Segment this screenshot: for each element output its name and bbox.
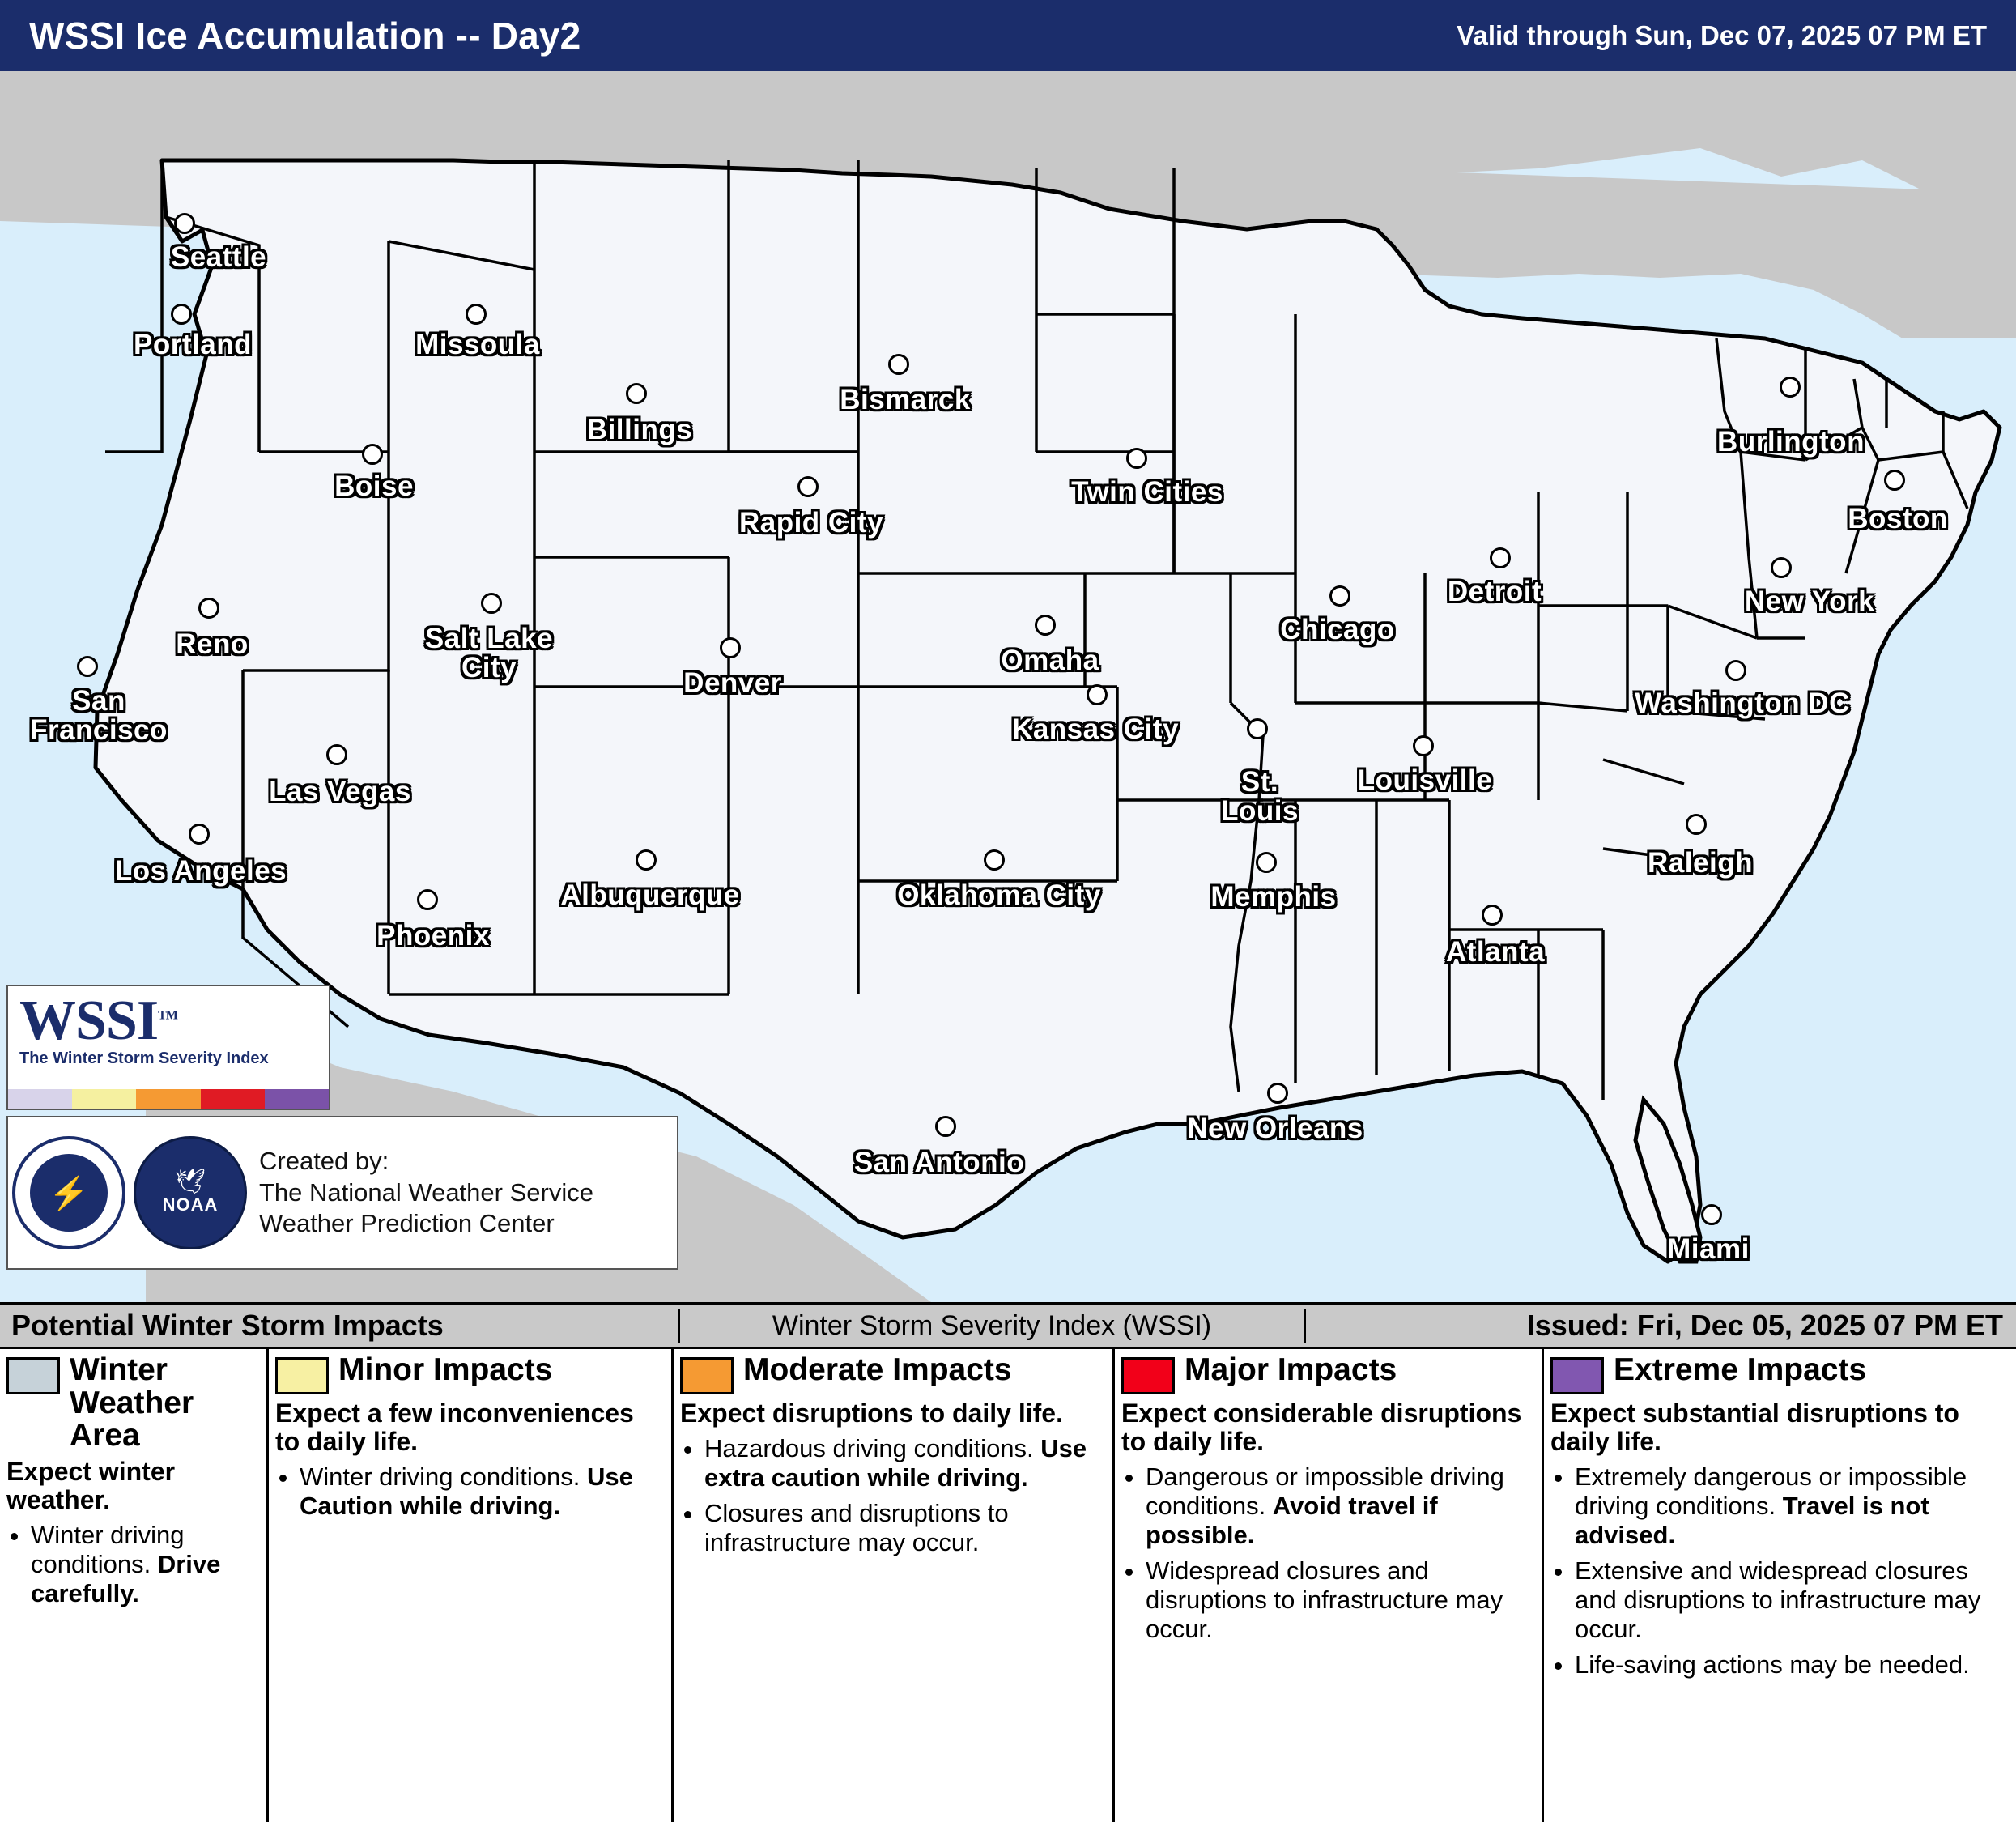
city-dot (189, 824, 210, 845)
credit-line-2: The National Weather Service (259, 1177, 593, 1207)
city-label: Boise (334, 470, 414, 502)
legend-item-emphasis: Use Caution while driving. (300, 1462, 633, 1521)
city-label: Salt Lake City (424, 623, 554, 683)
city-label: Burlington (1717, 426, 1865, 458)
city-dot (636, 849, 657, 871)
city-dot (1126, 448, 1147, 469)
legend-bullet-item (704, 1434, 1106, 1492)
legend-item-text: Extensive and widespread closures and disruptions to infrastructure may occur. (1575, 1556, 1981, 1644)
city-label: Denver (683, 667, 782, 699)
impacts-subheader (0, 1302, 2016, 1349)
city-label: Atlanta (1445, 936, 1546, 968)
legend-bullet-item (31, 1521, 260, 1608)
legend-column (1544, 1349, 2016, 1822)
city-dot (1087, 684, 1108, 705)
city-dot (720, 637, 741, 658)
map-canvas[interactable] (0, 71, 2016, 1302)
legend-column (0, 1349, 269, 1822)
city-label: Phoenix (376, 920, 490, 951)
city-dot (1686, 814, 1707, 835)
city-label: Los Angeles (114, 855, 287, 887)
legend-subtitle: Expect disruptions to daily life. (680, 1398, 1063, 1428)
legend-bullet-item (1575, 1650, 2010, 1679)
city-label: Twin Cities (1071, 476, 1223, 508)
legend-bullet-list (680, 1434, 1106, 1557)
city-label: Missoula (415, 329, 540, 360)
city-dot (1035, 615, 1056, 636)
city-dot (326, 744, 347, 765)
legend-color-swatch (1550, 1357, 1604, 1394)
legend-bullet-item (300, 1462, 665, 1521)
legend-column (1115, 1349, 1544, 1822)
city-dot (1247, 718, 1268, 739)
wssi-logo (6, 985, 330, 1110)
legend-item-emphasis: Use extra caution while driving. (704, 1434, 1087, 1492)
city-dot (1256, 852, 1277, 873)
city-dot (1884, 470, 1905, 491)
city-label: Albuquerque (560, 879, 740, 911)
agency-logos (8, 1117, 251, 1268)
legend-item-emphasis: Travel is not advised. (1575, 1492, 1929, 1550)
city-dot (1413, 735, 1434, 756)
city-dot (1490, 547, 1511, 568)
city-label: Kansas City (1012, 713, 1179, 745)
city-label: Detroit (1447, 576, 1542, 607)
page-header (0, 0, 2016, 71)
city-label: St. Louis (1221, 766, 1299, 827)
legend-title: Moderate Impacts (743, 1352, 1012, 1387)
issued-label: Issued: Fri, Dec 05, 2025 07 PM ET (1304, 1309, 2016, 1343)
legend-column (269, 1349, 674, 1822)
legend-color-swatch (6, 1357, 60, 1394)
wssi-trademark: TM (158, 1008, 177, 1023)
city-label: Seattle (170, 241, 267, 273)
city-dot (481, 593, 502, 614)
city-dot (935, 1116, 956, 1137)
city-label: Reno (176, 628, 249, 660)
legend-color-swatch (1121, 1357, 1175, 1394)
city-label: Boston (1848, 503, 1948, 534)
legend-bullet-list (1121, 1462, 1535, 1644)
city-label: Bismarck (840, 384, 971, 415)
legend-item-text: Extremely dangerous or impossible driving conditions. (1575, 1462, 1967, 1521)
legend-column (674, 1349, 1115, 1822)
legend-subtitle: Expect substantial disruptions to daily life. (1550, 1398, 1959, 1457)
legend-item-text: Winter driving conditions. (300, 1462, 587, 1492)
legend-title: Extreme Impacts (1614, 1352, 1867, 1387)
city-dot (1701, 1204, 1722, 1225)
credit-box (6, 1116, 678, 1270)
city-label: Miami (1667, 1233, 1750, 1265)
city-label: New York (1744, 585, 1875, 617)
city-label: Rapid City (738, 507, 884, 539)
city-dot (626, 383, 647, 404)
credit-line-3: Weather Prediction Center (259, 1209, 555, 1238)
city-dot (198, 598, 219, 619)
city-dot (888, 354, 909, 375)
city-label: Louisville (1357, 764, 1493, 796)
city-label: New Orleans (1187, 1113, 1363, 1144)
city-label: Washington DC (1635, 688, 1850, 719)
legend-title: Minor Impacts (338, 1352, 553, 1387)
nws-seal-icon: ⚡ (12, 1136, 125, 1249)
valid-through-text: Valid through Sun, Dec 07, 2025 07 PM ET (1457, 20, 1987, 50)
legend-bullet-list (275, 1462, 665, 1521)
legend-item-text: Winter driving conditions. (31, 1521, 185, 1578)
city-label: Las Vegas (269, 776, 411, 807)
wssi-logo-swatches (8, 1089, 329, 1109)
legend-item-emphasis: Drive carefully. (31, 1549, 221, 1607)
city-dot (1482, 905, 1503, 926)
impact-legend (0, 1349, 2016, 1822)
city-label: Billings (586, 414, 693, 445)
legend-item-text: Dangerous or impossible driving conditions. (1146, 1462, 1504, 1521)
city-label: Memphis (1210, 881, 1337, 913)
city-dot (174, 213, 195, 234)
noaa-seal-icon: 🕊 NOAA (134, 1136, 247, 1249)
city-dot (1771, 557, 1792, 578)
city-dot (362, 444, 383, 465)
legend-color-swatch (275, 1357, 329, 1394)
city-label: Portland (134, 329, 252, 360)
credit-line-1: Created by: (259, 1146, 389, 1175)
city-dot (797, 476, 819, 497)
city-dot (466, 304, 487, 325)
city-dot (1267, 1083, 1288, 1104)
legend-item-text: Hazardous driving conditions. (704, 1434, 1041, 1463)
potential-impacts-label: Potential Winter Storm Impacts (0, 1309, 680, 1343)
legend-bullet-item (1146, 1462, 1535, 1550)
city-label: Omaha (1001, 645, 1099, 676)
legend-subtitle: Expect a few inconveniences to daily life. (275, 1398, 634, 1457)
city-label: Oklahoma City (897, 879, 1101, 911)
legend-item-text: Widespread closures and disruptions to infrastructure may occur. (1146, 1556, 1503, 1644)
legend-bullet-list (6, 1521, 260, 1608)
wssi-logo-word: WSSI™ (19, 990, 177, 1052)
wssi-full-name-label: Winter Storm Severity Index (WSSI) (772, 1309, 1212, 1341)
legend-bullet-item (1575, 1462, 2010, 1550)
page-title: WSSI Ice Accumulation -- Day2 (29, 15, 581, 57)
legend-bullet-item (704, 1499, 1106, 1557)
legend-subtitle: Expect considerable disruptions to daily life. (1121, 1398, 1522, 1457)
noaa-seal-label: NOAA (162, 1194, 219, 1215)
city-dot (1780, 377, 1801, 398)
legend-bullet-list (1550, 1462, 2010, 1679)
legend-color-swatch (680, 1357, 734, 1394)
credit-text (251, 1146, 593, 1240)
city-label: Chicago (1280, 614, 1395, 645)
legend-item-emphasis: Avoid travel if possible. (1146, 1492, 1438, 1550)
city-label: San Antonio (853, 1147, 1025, 1178)
legend-subtitle: Expect winter weather. (6, 1456, 176, 1514)
legend-bullet-item (1146, 1556, 1535, 1644)
city-dot (417, 889, 438, 910)
city-dot (1329, 585, 1350, 607)
legend-item-text: Closures and disruptions to infrastructure may occur. (704, 1499, 1009, 1557)
wssi-logo-tagline: The Winter Storm Severity Index (19, 1049, 269, 1067)
city-label: San Francisco (30, 685, 168, 746)
city-dot (1725, 660, 1746, 681)
city-dot (77, 656, 98, 677)
legend-bullet-item (1575, 1556, 2010, 1644)
city-dot (984, 849, 1005, 871)
city-dot (171, 304, 192, 325)
legend-item-text: Life-saving actions may be needed. (1575, 1650, 1970, 1679)
legend-title: Major Impacts (1185, 1352, 1397, 1387)
city-label: Raleigh (1648, 847, 1753, 879)
legend-title: Winter Weather Area (70, 1352, 194, 1454)
